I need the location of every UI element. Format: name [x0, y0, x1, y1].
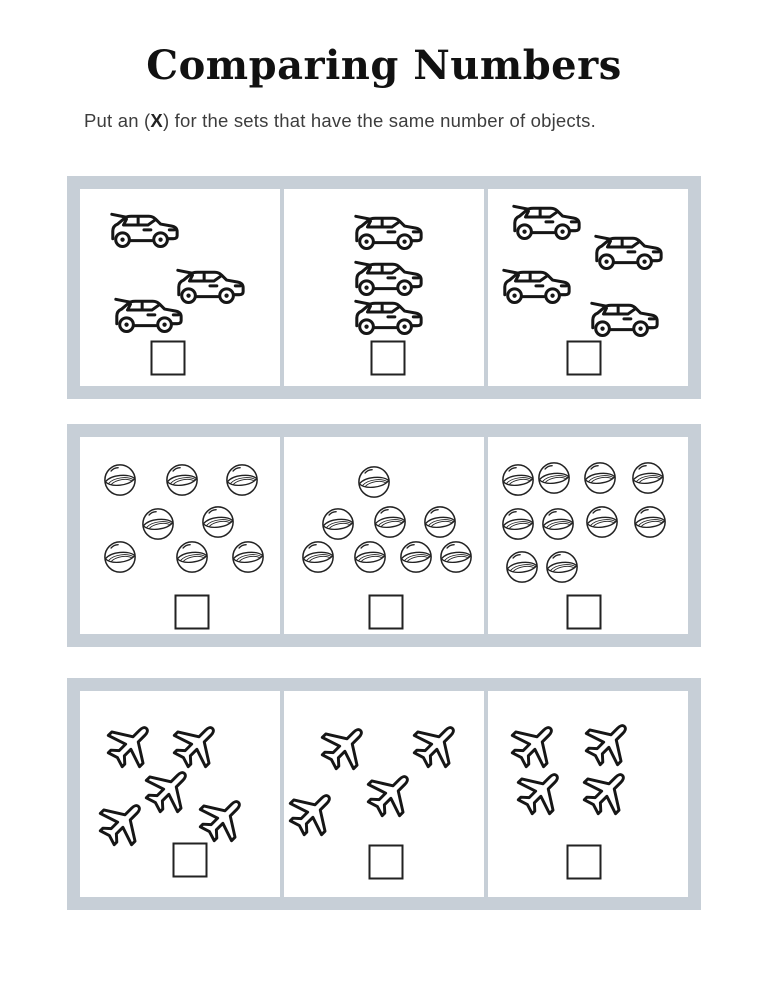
- marble-icon: [175, 540, 209, 574]
- car-icon: [109, 293, 187, 338]
- answer-box[interactable]: [567, 595, 602, 630]
- plane-icon: [195, 792, 249, 846]
- marble-icon: [321, 507, 355, 541]
- marble-icon: [541, 507, 575, 541]
- car-icon: [589, 230, 667, 275]
- row-cars-panel-3: [484, 189, 688, 386]
- marble-icon: [103, 463, 137, 497]
- row-marbles-panel-1: [80, 437, 280, 634]
- marble-icon: [353, 540, 387, 574]
- marble-icon: [583, 461, 617, 495]
- answer-box[interactable]: [151, 341, 186, 376]
- marble-icon: [501, 507, 535, 541]
- plane-icon: [285, 786, 339, 840]
- row-marbles-panel-3: [484, 437, 688, 634]
- page-title: Comparing Numbers: [146, 42, 622, 89]
- row-cars: [67, 176, 701, 399]
- instruction-suffix: ) for the sets that have the same number of objects.: [162, 110, 596, 131]
- row-planes-panel-2: [280, 691, 484, 897]
- car-icon: [349, 295, 427, 340]
- answer-box[interactable]: [369, 595, 404, 630]
- row-marbles-panel-2: [280, 437, 484, 634]
- car-icon: [349, 210, 427, 255]
- row-planes: [67, 678, 701, 910]
- answer-box[interactable]: [173, 842, 208, 877]
- marble-icon: [423, 505, 457, 539]
- marble-icon: [633, 505, 667, 539]
- car-icon: [497, 263, 575, 308]
- car-icon: [349, 255, 427, 300]
- marble-icon: [537, 461, 571, 495]
- marble-icon: [631, 461, 665, 495]
- plane-icon: [95, 796, 149, 850]
- marble-icon: [373, 505, 407, 539]
- marble-icon: [301, 540, 335, 574]
- plane-icon: [363, 767, 417, 821]
- row-cars-panel-2: [280, 189, 484, 386]
- row-cars-panel-1: [80, 189, 280, 386]
- marble-icon: [165, 463, 199, 497]
- plane-icon: [317, 720, 371, 774]
- instruction-bold-x: X: [150, 110, 163, 131]
- marble-icon: [545, 550, 579, 584]
- answer-box[interactable]: [567, 844, 602, 879]
- instruction-text: [84, 110, 724, 132]
- row-marbles: [67, 424, 701, 647]
- instruction-prefix: Put an (: [84, 110, 151, 131]
- marble-icon: [141, 507, 175, 541]
- marble-icon: [505, 550, 539, 584]
- answer-box[interactable]: [371, 341, 406, 376]
- car-icon: [105, 208, 183, 253]
- marble-icon: [225, 463, 259, 497]
- marble-icon: [201, 505, 235, 539]
- marble-icon: [585, 505, 619, 539]
- answer-box[interactable]: [175, 595, 210, 630]
- car-icon: [507, 200, 585, 245]
- row-planes-panel-3: [484, 691, 688, 897]
- plane-icon: [579, 765, 633, 819]
- marble-icon: [399, 540, 433, 574]
- answer-box[interactable]: [369, 844, 404, 879]
- marble-icon: [231, 540, 265, 574]
- marble-icon: [357, 465, 391, 499]
- row-planes-panel-1: [80, 691, 280, 897]
- marble-icon: [103, 540, 137, 574]
- plane-icon: [409, 718, 463, 772]
- plane-icon: [513, 765, 567, 819]
- answer-box[interactable]: [567, 341, 602, 376]
- marble-icon: [501, 463, 535, 497]
- marble-icon: [439, 540, 473, 574]
- plane-icon: [141, 763, 195, 817]
- car-icon: [585, 297, 663, 342]
